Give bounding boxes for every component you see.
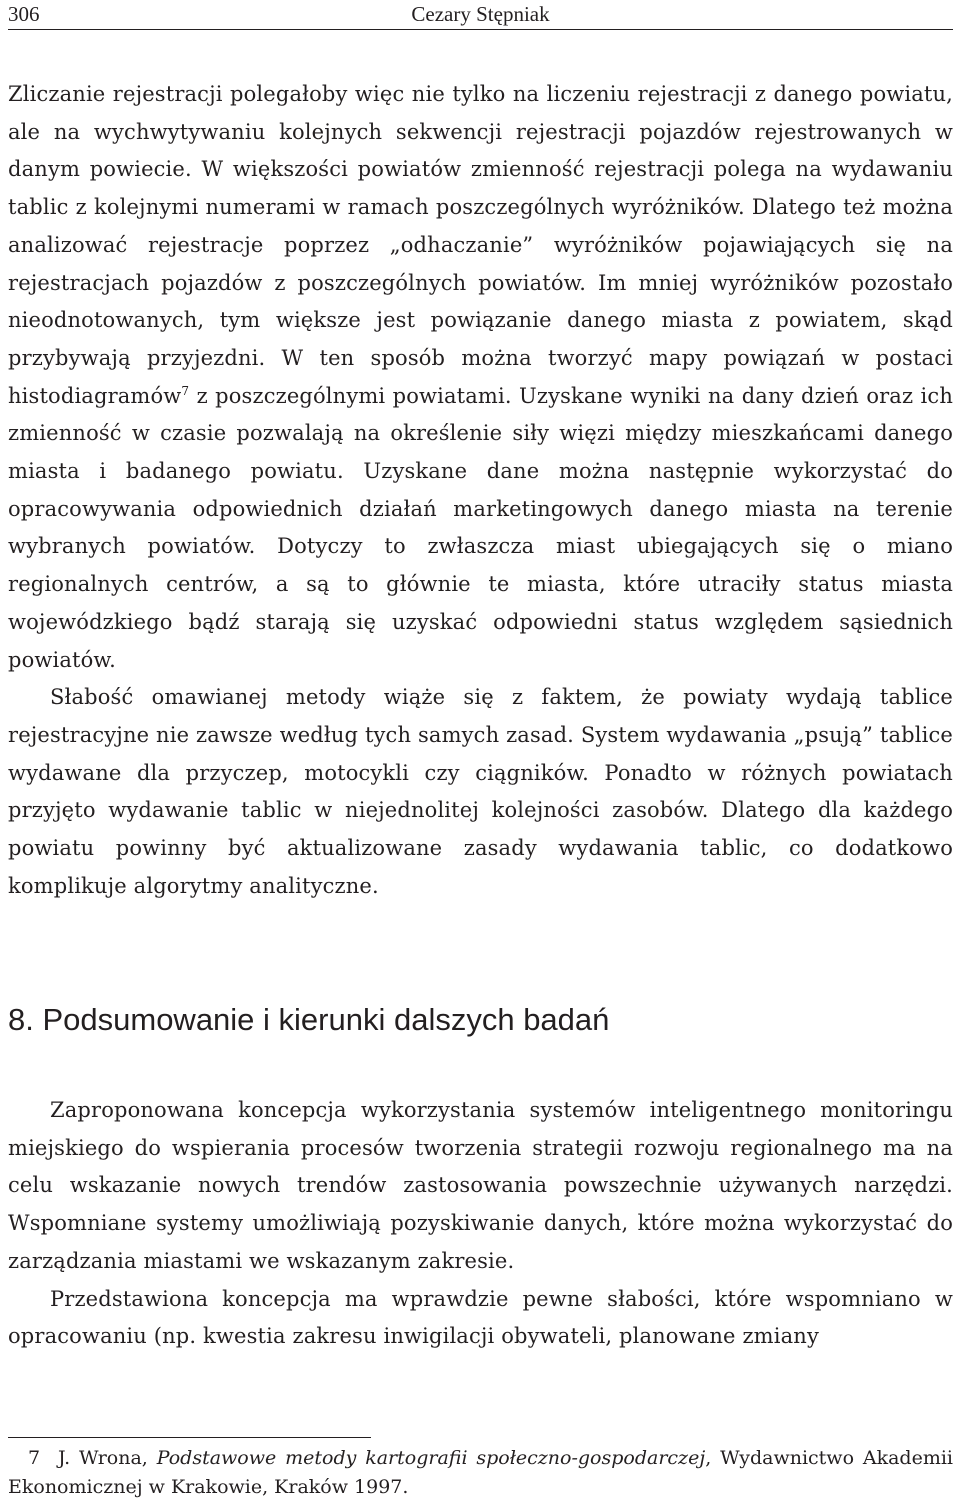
footnote-publisher: , Wydawnictwo Akademii Ekonomicznej w Krakowie, Kraków 1997. bbox=[8, 1447, 954, 1498]
footnote-number: 7 bbox=[28, 1447, 41, 1469]
running-header bbox=[8, 0, 953, 30]
footnote-title: Podstawowe metody kartografii społeczno-gospodarczej bbox=[156, 1447, 706, 1469]
running-head-author: Cezary Stępniak bbox=[411, 2, 550, 26]
paragraph bbox=[8, 76, 953, 679]
footnote-author: J. Wrona, bbox=[58, 1447, 157, 1469]
footnote-divider bbox=[8, 1437, 371, 1438]
paragraph-text: z poszczególnymi powiatami. Uzyskane wyniki na dany dzień oraz ich zmienność w czasie pozwalają na określenie siły więzi między mieszkańcami danego miasta i badanego powiatu. Uzyskane dane można następnie wykorzystać do opracowywania odpowiednich działań marketingowych danego miasta na terenie wybranych powiatów. Dotyczy to zwłaszcza miast ubiegających się o miano regionalnych centrów, a są to głównie te miasta, które utraciły status miasta wojewódzkiego bądź starają się uzyskać odpowiedni status względem sąsiednich powiatów. bbox=[8, 383, 953, 672]
paragraph: Przedstawiona koncepcja ma wprawdzie pewne słabości, które wspomniano w opracowaniu (np. kwestia zakresu inwigilacji obywateli, planowane zmiany bbox=[8, 1286, 953, 1349]
paragraph: Słabość omawianej metody wiąże się z faktem, że powiaty wydają tablice rejestracyjne nie zawsze według tych samych zasad. System wydawania „psują” tablice wydawane dla przyczep, motocykli czy ciągników. Ponadto w różnych powiatach przyjęto wydawanie tablic w niejednolitej kolejności zasobów. Dlatego dla każdego powiatu powinny być aktualizowane zasady wydawania tablic, co dodatkowo komplikuje algorytmy analityczne. bbox=[8, 685, 953, 898]
section-heading: 8. Podsumowanie i kierunki dalszych badań bbox=[8, 1002, 610, 1037]
footnote bbox=[8, 1444, 953, 1502]
page-number: 306 bbox=[8, 2, 40, 26]
section-body bbox=[8, 76, 953, 905]
paragraph: Zaproponowana koncepcja wykorzystania systemów inteligentnego monitoringu miejskiego do wspierania procesów tworzenia strategii rozwoju regionalnego ma na celu wskazanie nowych trendów zastosowania powszechnie używanych narzędzi. Wspomniane systemy umożliwiają pozyskiwanie danych, które można wykorzystać do zarządzania miastami we wskazanym zakresie. bbox=[8, 1098, 953, 1273]
section-body bbox=[8, 1092, 953, 1356]
paragraph-text: Zliczanie rejestracji polegałoby więc nie tylko na liczeniu rejestracji z danego powiatu, ale na wychwytywaniu kolejnych sekwencji rejestracji pojazdów rejestrowanych w danym powiecie. W większości powiatów zmienność rejestracji polega na wydawaniu tablic z kolejnymi numerami w ramach poszczególnych wyróżników. Dlatego też można analizować rejestracje poprzez „odhaczanie” wyróżników pojawiających się na rejestracjach pojazdów z poszczególnych powiatów. Im mniej wyróżników pozostało nieodnotowanych, tym większe jest powiązanie danego miasta z powiatem, skąd przybywają przyjezdni. W ten sposób można tworzyć mapy powiązań w postaci histodiagramów bbox=[8, 82, 953, 408]
footnote-reference[interactable]: 7 bbox=[181, 383, 190, 398]
